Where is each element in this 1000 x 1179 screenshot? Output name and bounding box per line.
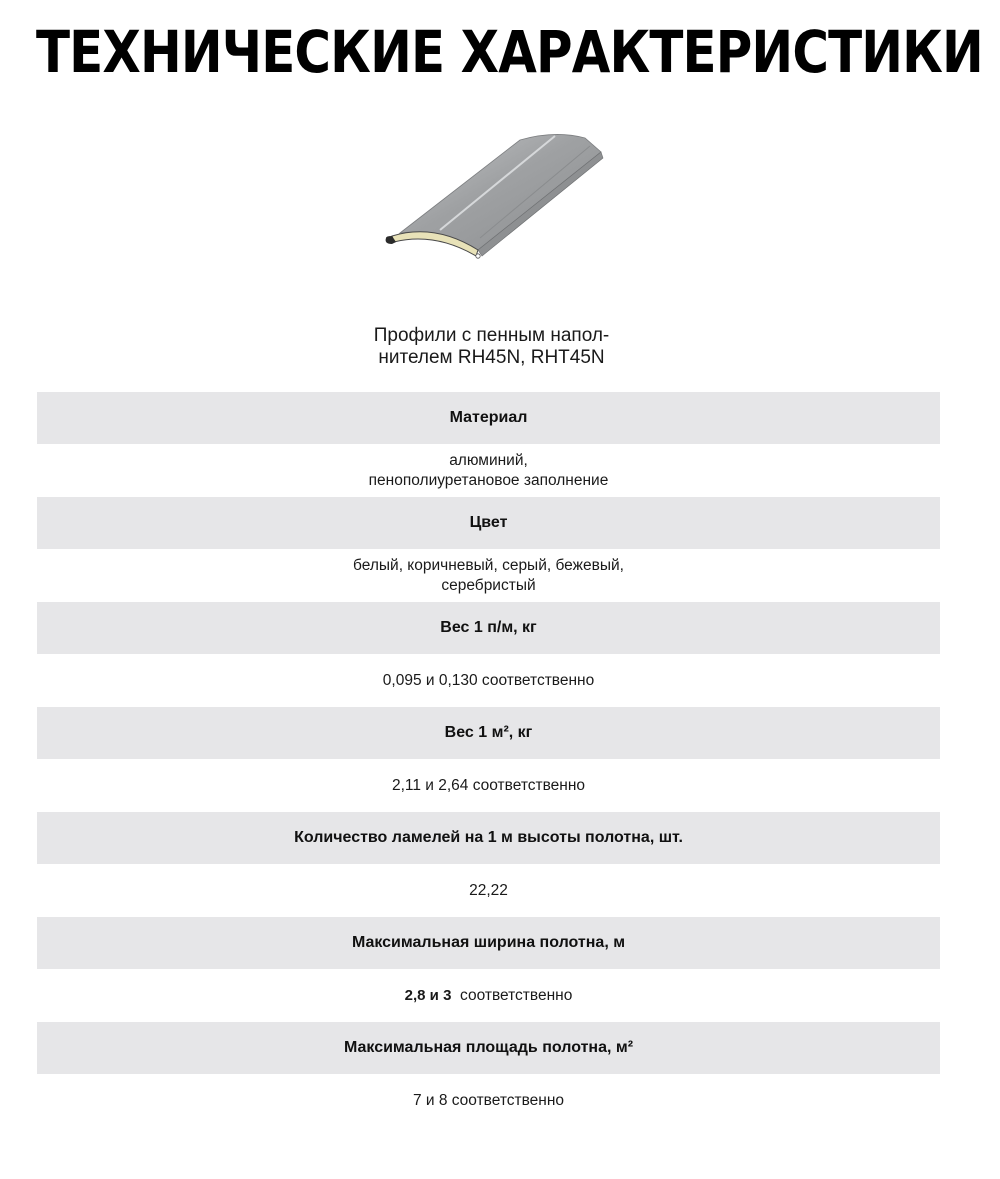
spec-header-material: Материал bbox=[37, 392, 940, 444]
spec-value-line: белый, коричневый, серый, бежевый, bbox=[353, 556, 624, 574]
spec-value-bold: 2,8 и 3 bbox=[404, 986, 452, 1004]
page-title: ТЕХНИЧЕСКИЕ ХАРАКТЕРИСТИКИ bbox=[36, 18, 983, 86]
spec-value-weight-m2 bbox=[37, 759, 940, 812]
spec-header-weight-lm: Вес 1 п/м, кг bbox=[37, 602, 940, 654]
spec-value-line: 22,22 bbox=[469, 881, 508, 899]
spec-value-line: 2,11 и 2,64 соответственно bbox=[391, 776, 586, 794]
product-caption bbox=[0, 325, 983, 369]
spec-header-color: Цвет bbox=[37, 497, 940, 549]
spec-value-line: пенополиуретановое заполнение bbox=[368, 471, 609, 489]
spec-header-lamella-count: Количество ламелей на 1 м высоты полотна, шт. bbox=[37, 812, 940, 864]
spec-value-line: алюминий, bbox=[449, 451, 528, 469]
caption-line: Профили с пенным напол- bbox=[373, 325, 610, 346]
spec-value-line bbox=[405, 986, 573, 1006]
spec-header-max-width: Максимальная ширина полотна, м bbox=[37, 917, 940, 969]
spec-value-rest: соответственно bbox=[451, 986, 573, 1004]
spec-value-line: 7 и 8 соответственно bbox=[412, 1091, 565, 1109]
spec-header-max-area: Максимальная площадь полотна, м² bbox=[37, 1022, 940, 1074]
specs-table bbox=[37, 392, 940, 1127]
spec-value-line: серебристый bbox=[441, 576, 536, 594]
spec-header-weight-m2: Вес 1 м², кг bbox=[37, 707, 940, 759]
spec-value-lamella-count bbox=[37, 864, 940, 917]
spec-value-weight-lm bbox=[37, 654, 940, 707]
spec-value-color bbox=[37, 549, 940, 602]
caption-line: нителем RH45N, RHT45N bbox=[378, 347, 605, 368]
spec-value-line: 0,095 и 0,130 соответственно bbox=[382, 671, 595, 689]
spec-value-material bbox=[37, 444, 940, 497]
spec-value-max-area bbox=[37, 1074, 940, 1127]
spec-value-max-width bbox=[37, 969, 940, 1022]
profile-slat-image bbox=[380, 128, 610, 268]
